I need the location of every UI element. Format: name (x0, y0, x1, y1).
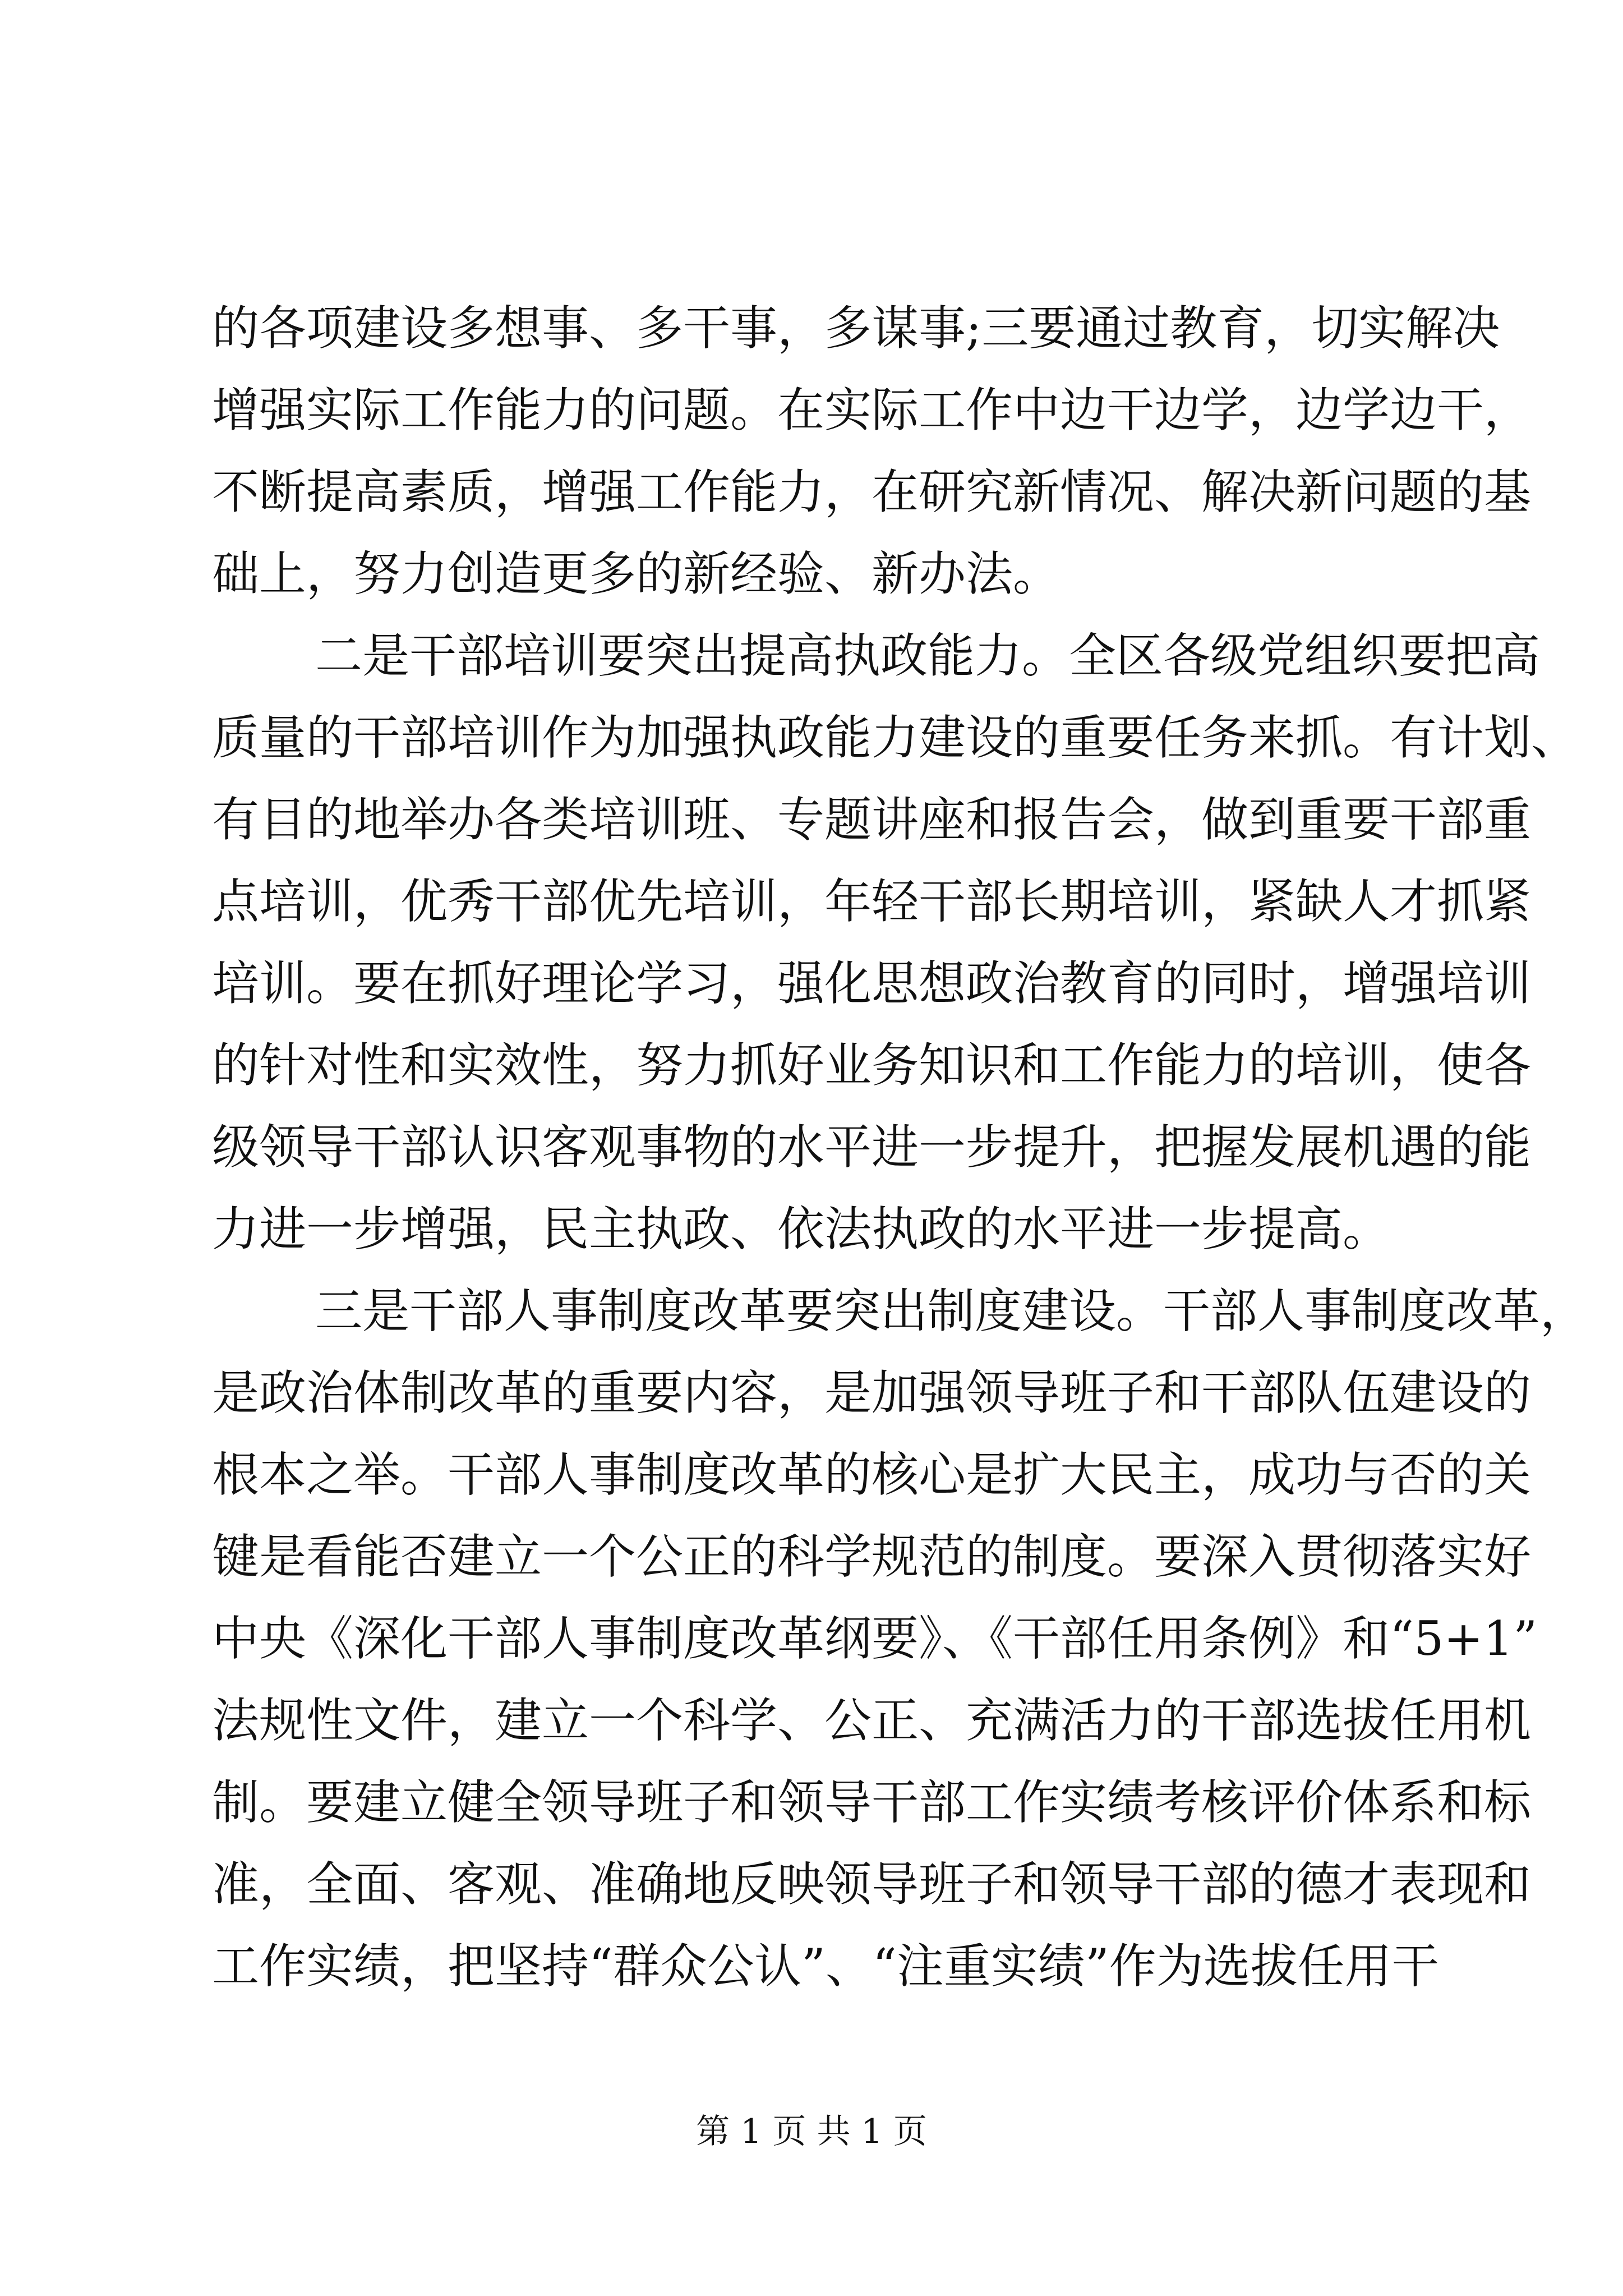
text-line: 的针对性和实效性，努力抓好业务知识和工作能力的培训，使各 (212, 1038, 1532, 1093)
text-line: 质量的干部培训作为加强执政能力建设的重要任务来抓。有计划、 (212, 710, 1579, 765)
text-line: 培训。要在抓好理论学习，强化思想政治教育的同时，增强培训 (212, 956, 1532, 1011)
text-line: 根本之举。干部人事制度改革的核心是扩大民主，成功与否的关 (212, 1447, 1532, 1502)
text-line: 础上，努力创造更多的新经验、新办法。 (212, 546, 1061, 601)
text-line: 不断提高素质，增强工作能力，在研究新情况、解决新问题的基 (212, 464, 1532, 519)
text-line: 二是干部培训要突出提高执政能力。全区各级党组织要把高 (315, 628, 1541, 683)
text-line: 工作实绩，把坚持“群众公认”、“注重实绩”作为选拔任用干 (212, 1939, 1439, 1994)
text-line: 增强实际工作能力的问题。在实际工作中边干边学，边学边干， (212, 383, 1532, 438)
document-body (212, 287, 1588, 2007)
page-number-footer: 第 1 页 共 1 页 (696, 2112, 927, 2151)
text-line: 是政治体制改革的重要内容，是加强领导班子和干部队伍建设的 (212, 1365, 1532, 1420)
text-line: 三是干部人事制度改革要突出制度建设。干部人事制度改革， (315, 1283, 1588, 1338)
text-line: 法规性文件，建立一个科学、公正、充满活力的干部选拔任用机 (212, 1693, 1532, 1748)
paragraph-2 (212, 615, 1579, 1270)
text-line: 的各项建设多想事、多干事，多谋事;三要通过教育，切实解决 (212, 301, 1500, 356)
text-line: 级领导干部认识客观事物的水平进一步提升，把握发展机遇的能 (212, 1120, 1532, 1175)
text-line: 力进一步增强，民主执政、依法执政的水平进一步提高。 (212, 1202, 1390, 1257)
paragraph-1 (212, 287, 1532, 615)
text-line: 点培训，优秀干部优先培训，年轻干部长期培训，紧缺人才抓紧 (212, 874, 1532, 929)
text-line: 中央《深化干部人事制度改革纲要》、《干部任用条例》和“5+1” (212, 1611, 1538, 1666)
text-line: 有目的地举办各类培训班、专题讲座和报告会，做到重要干部重 (212, 792, 1532, 847)
text-line: 制。要建立健全领导班子和领导干部工作实绩考核评价体系和标 (212, 1775, 1532, 1830)
text-line: 键是看能否建立一个公正的科学规范的制度。要深入贯彻落实好 (212, 1529, 1532, 1584)
text-line: 准，全面、客观、准确地反映领导班子和领导干部的德才表现和 (212, 1857, 1532, 1912)
paragraph-3 (212, 1270, 1588, 2007)
